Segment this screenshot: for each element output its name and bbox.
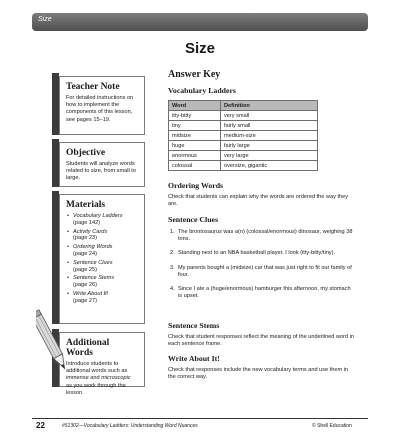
material-page: (page 142) (73, 219, 101, 226)
word-cell: midsize (169, 131, 221, 141)
list-item (168, 265, 356, 279)
clue-text: The brontosaurus was a(n) (colossal/enormous) dinosaur, weighing 38 tons. (178, 229, 353, 243)
definition-cell: fairly large (221, 141, 318, 151)
materials-title: Materials (66, 200, 106, 210)
answer-key-title: Answer Key (168, 69, 221, 80)
clue-number: 3. (170, 264, 175, 271)
text-segment: and (88, 375, 102, 382)
table-row (169, 131, 318, 141)
definition-cell: very large (221, 151, 318, 161)
column-header: Word (169, 101, 221, 111)
objective-text: Students will analyze words related to size, from small to large. (66, 161, 136, 182)
table-row (169, 141, 318, 151)
list-item (66, 244, 138, 258)
word-cell: itty-bitty (169, 111, 221, 121)
materials-list (66, 213, 138, 305)
footer-publisher: © Shell Education (312, 423, 352, 429)
material-page: (page 24) (73, 250, 97, 257)
word-cell: tiny (169, 121, 221, 131)
header-bar (32, 13, 368, 31)
example-word: immense (66, 375, 89, 382)
ordering-words-title: Ordering Words (168, 181, 224, 190)
clue-number: 1. (170, 229, 175, 235)
clue-text: My parents bought a (midsize) car that was just right to fit our family of four. (178, 264, 352, 278)
list-item (66, 275, 138, 289)
materials-box (59, 194, 145, 324)
write-about-it-title: Write About It! (168, 354, 220, 363)
word-cell: enormous (169, 151, 221, 161)
material-title: • Sentence Stems (73, 275, 115, 282)
material-page: (page 27) (73, 297, 97, 304)
clue-number: 4. (170, 286, 175, 293)
material-page: (page 26) (73, 282, 97, 289)
material-page: (page 25) (73, 266, 97, 273)
definition-cell: fairly small (221, 121, 318, 131)
table-row (169, 111, 318, 121)
clue-text: Standing next to an NBA basketball player, I look (itty-bitty/tiny). (178, 250, 336, 257)
table-row (169, 161, 318, 171)
teacher-note-title: Teacher Note (66, 82, 120, 92)
footer-divider (32, 418, 368, 419)
table-header-row (169, 101, 318, 111)
list-item (66, 260, 138, 274)
text-segment: Introduce students to additional words such as (66, 361, 128, 375)
text-segment: as you work through the lesson. (66, 382, 126, 396)
teacher-note-box (59, 76, 145, 135)
sidebar-shadow (52, 73, 59, 135)
footer-title: #51302—Vocabulary Ladders: Understanding Word Nuances (62, 423, 198, 429)
sentence-clues-list (168, 229, 356, 307)
clue-text: Since I ate a (huge/enormous) hamburger this afternoon, my stomach is upset. (178, 286, 351, 300)
additional-words-title: Additional Words (66, 338, 110, 358)
word-cell: colossal (169, 161, 221, 171)
vocabulary-table (168, 100, 318, 171)
table-row (169, 121, 318, 131)
pencil-icon (36, 308, 66, 378)
table-row (169, 151, 318, 161)
list-item (168, 229, 356, 243)
material-page: (page 23) (73, 235, 97, 242)
material-title: • Ordering Words (73, 244, 113, 251)
additional-words-text (66, 361, 138, 397)
material-title: • Sentence Clues (73, 259, 113, 266)
sentence-stems-text: Check that student responses reflect the meaning of the underlined word in each sentence frame. (168, 334, 354, 348)
list-item (168, 250, 356, 257)
sidebar-shadow (52, 191, 59, 324)
header-label: Size (38, 16, 52, 23)
material-title: • Vocabulary Ladders (73, 213, 123, 219)
sidebar-shadow (52, 139, 59, 187)
objective-box (59, 142, 145, 187)
definition-cell: medium-size (221, 131, 318, 141)
list-item (66, 291, 138, 305)
teacher-note-text: For detailed instructions on how to implement the components of this lesson, see pages 15–19. (66, 95, 134, 123)
vocab-ladders-title: Vocabulary Ladders (168, 86, 236, 95)
definition-cell: very small (221, 111, 318, 121)
objective-title: Objective (66, 148, 106, 158)
example-word: microscopic (101, 375, 131, 382)
column-header: Definition (221, 101, 318, 111)
list-item (66, 229, 138, 243)
material-title: • Activity Cards (73, 228, 108, 235)
ordering-words-text: Check that students can explain why the words are ordered the way they are. (168, 194, 349, 208)
sentence-clues-title: Sentence Clues (168, 215, 219, 224)
list-item (168, 286, 356, 300)
sentence-stems-title: Sentence Stems (168, 321, 220, 330)
clue-number: 2. (170, 250, 175, 257)
word-cell: huge (169, 141, 221, 151)
definition-cell: oversize, gigantic (221, 161, 318, 171)
list-item (66, 213, 138, 227)
page-title: Size (184, 40, 215, 57)
page-number: 22 (36, 421, 45, 430)
additional-words-box (59, 332, 145, 396)
write-about-it-text: Check that responses include the new vocabulary terms and use them in the correct way. (168, 367, 349, 381)
material-title: • Write About It! (73, 290, 109, 297)
